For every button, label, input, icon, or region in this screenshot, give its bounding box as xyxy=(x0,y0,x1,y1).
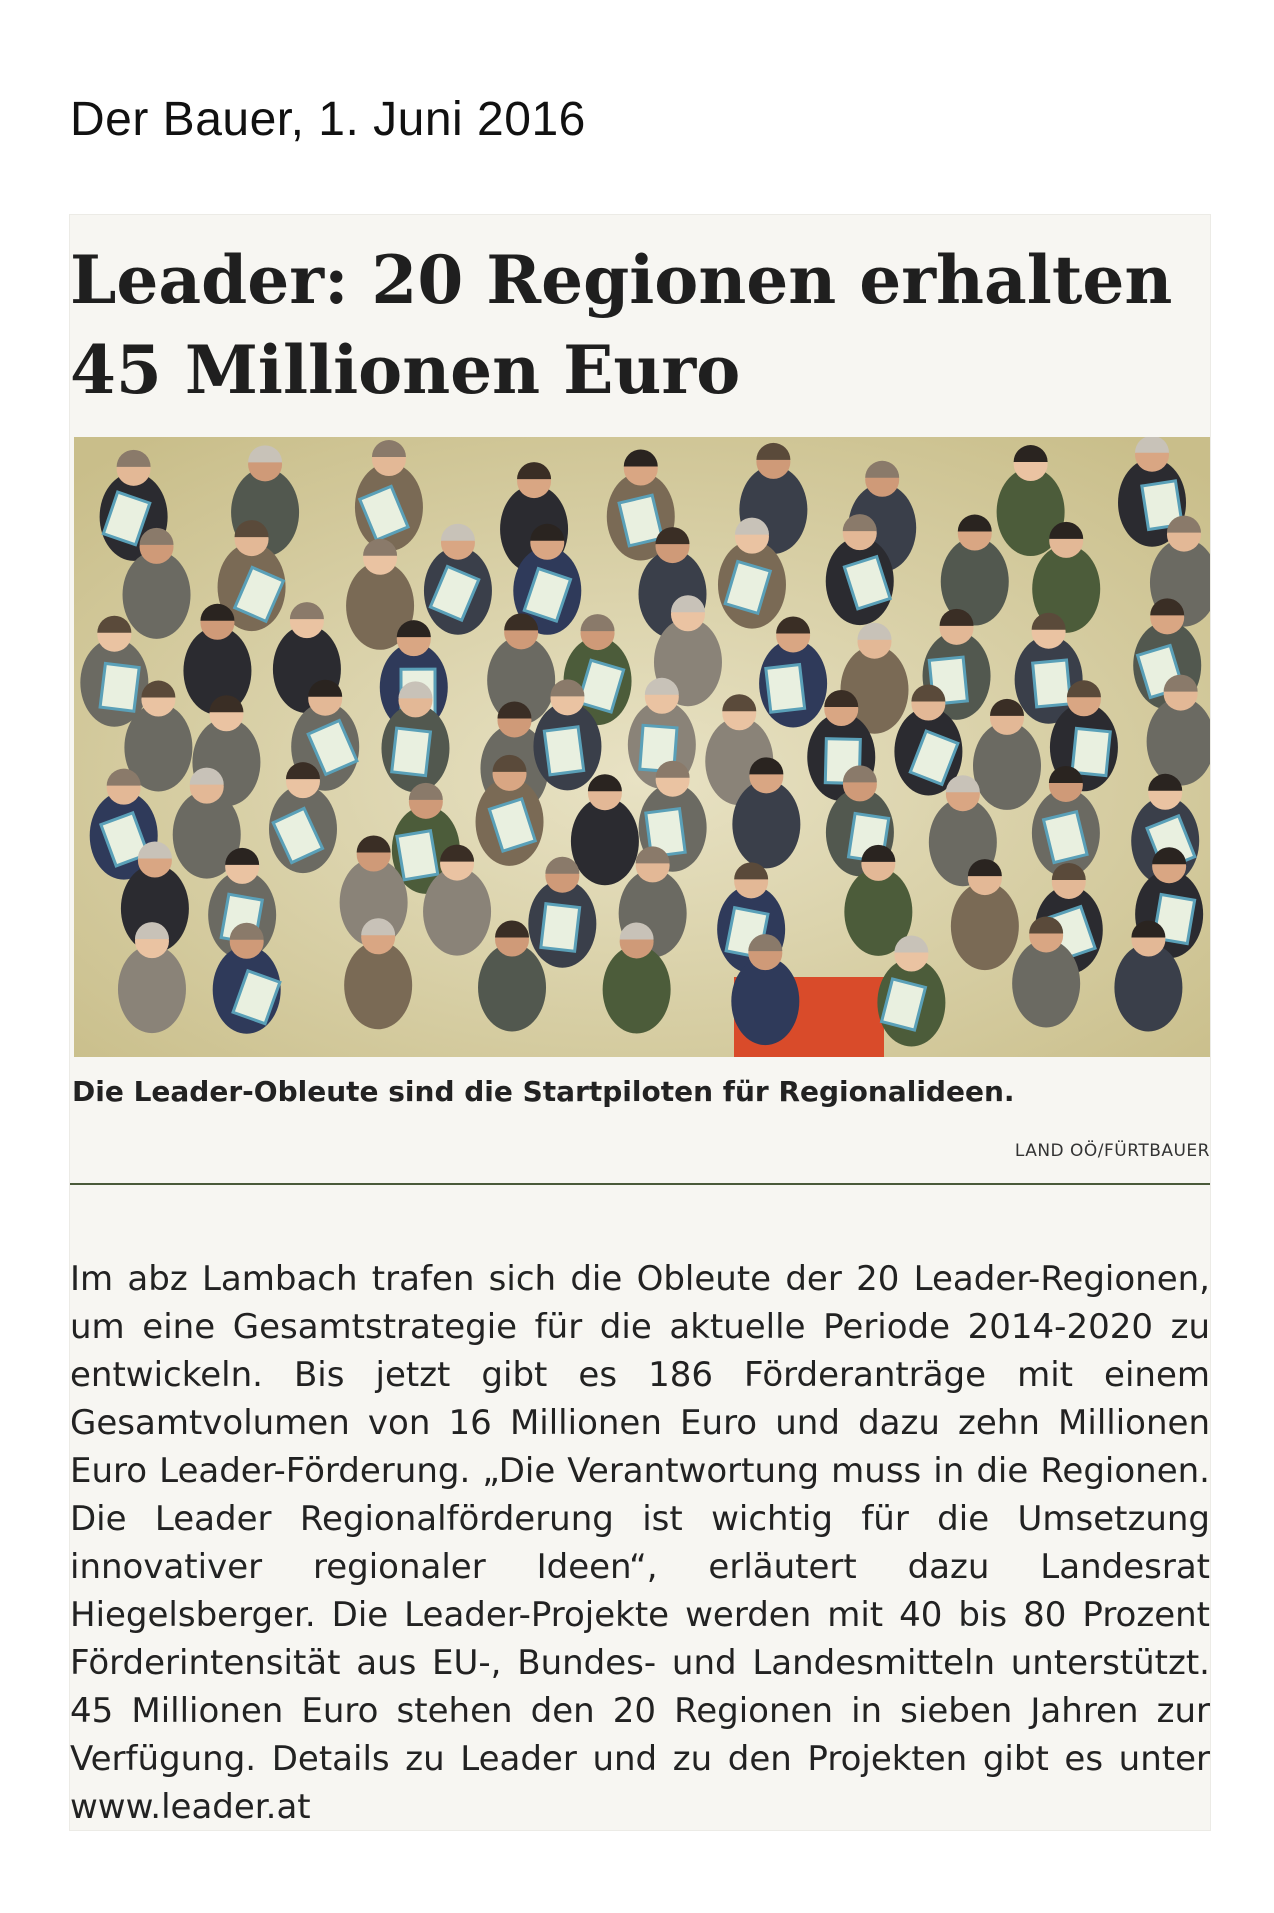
person-body xyxy=(731,957,799,1045)
article-body: Im abz Lambach trafen sich die Obleute der 20 Leader-Regionen, um eine Gesamtstrategie für die aktuelle Periode 2014-2020 zu entwickeln. Bis jetzt gibt es 186 Förderanträge mit einem Gesamtvolumen von 16 Millionen Euro und dazu zehn Millionen Euro Leader-Förderung. „Die Verantwortung muss in die Regionen. Die Leader Regionalförderung ist wichtig für die Umsetzung innovativer regionaler Ideen“, erläutert dazu Landesrat Hiegelsberger. Die Leader-Projekte werden mit 40 bis 80 Prozent Förderintensität aus EU-, Bundes- und Landesmitteln unterstützt. 45 Millionen Euro stehen den 20 Regionen in sieben Jahren zur Verfügung. Details zu Leader und zu den Projekten gibt es unter www.leader.at xyxy=(70,1259,1210,1827)
brochure xyxy=(766,665,805,713)
person-body xyxy=(732,780,800,868)
article-headline: Leader: 20 Regionen erhalten 45 Millionen Euro xyxy=(70,241,1173,409)
person-body xyxy=(973,722,1041,810)
person-body xyxy=(123,551,191,639)
group-photo-illustration xyxy=(74,437,1210,1057)
photo-caption: Die Leader-Obleute sind die Startpiloten für Regionalideen. xyxy=(72,1075,1015,1108)
source-line: Der Bauer, 1. Juni 2016 xyxy=(70,93,586,146)
divider xyxy=(70,1183,1210,1185)
brochure xyxy=(100,663,139,711)
brochure xyxy=(1033,660,1071,707)
person-body xyxy=(118,945,186,1033)
newspaper-clipping xyxy=(70,215,1210,1830)
group-photo xyxy=(74,437,1210,1057)
brochure xyxy=(392,728,431,776)
brochure xyxy=(544,727,583,775)
brochure xyxy=(541,904,580,952)
brochure xyxy=(397,831,438,880)
photo-credit: LAND OÖ/FÜRTBAUER xyxy=(1014,1141,1210,1161)
brochure xyxy=(1072,728,1110,775)
person-body xyxy=(344,941,412,1029)
person-body xyxy=(951,882,1019,970)
person-body xyxy=(478,943,546,1031)
person-body xyxy=(571,797,639,885)
person-body xyxy=(603,945,671,1033)
person-body xyxy=(1114,944,1182,1032)
person-body xyxy=(423,868,491,956)
person-body xyxy=(1012,939,1080,1027)
